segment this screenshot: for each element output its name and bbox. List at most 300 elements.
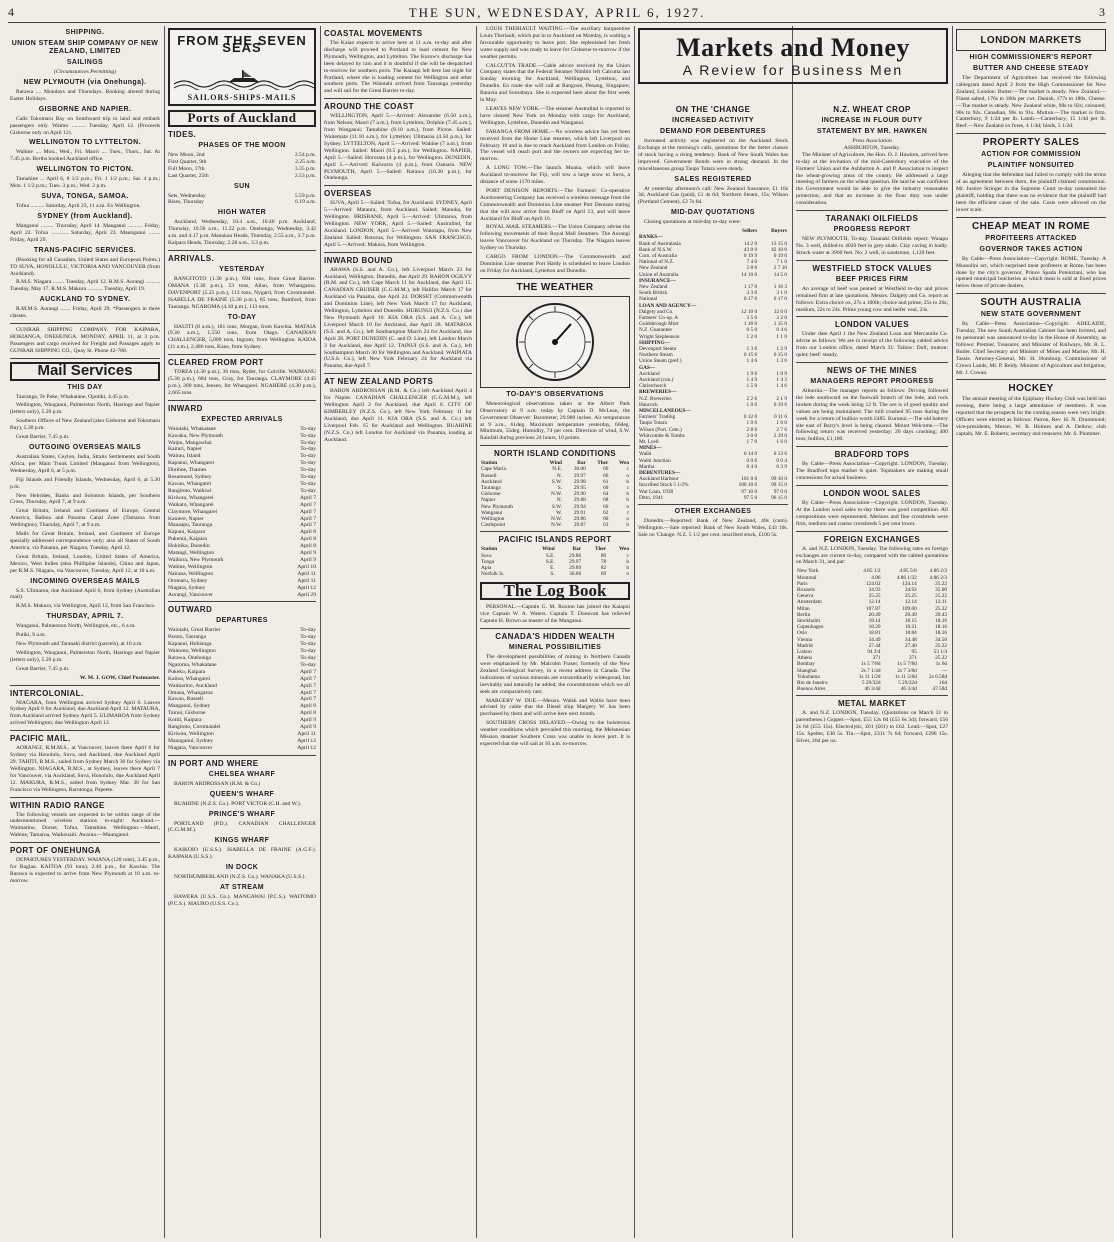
departure-row [168,696,316,703]
expected-arrival-row [168,426,316,433]
foreign-exchange-cell: 25.25 [904,593,917,600]
foreign-exchange-cell: 34.48 [904,636,917,643]
theriault-note: LOUIS THERIAULT WAITING.—The auxiliary barquentine Louis Theriault, which put in to Auckland on Monday, is waiting a favourable opportunity to leave port. She replenished her fresh water supply and was ready to leave for Gisborne to-morrow if the weather permits. [480,26,630,60]
expected-arrival-row [168,446,316,453]
outgoing-mail-item: Great Britain, Ireland, London, United States of America, Mexico, West Indies (also Phillipine Islands), China and Japan, per R.M.S. Niagara, via Vancouver, Tuesday, April 12, at 10 a.m. [10,553,160,574]
north-island-table-header-cell: Wea [618,460,629,467]
expected-arrival-row-label: Kapuni, Kaipara [168,529,205,536]
stock-cell: 0 13 6 [773,451,787,458]
stock-cell: 1 15 0 [773,321,787,328]
high-water-heading: HIGH WATER [217,209,267,217]
foreign-exchange-cell: 124.14 [902,580,917,587]
stock-cell: Inscribed Stock 5 1/2% [639,482,689,489]
stock-cell: Whitcombe & Tombs [639,432,685,439]
press-association-line: Press Association [852,138,892,144]
pacific-islands-table-header-cell: Bar [572,546,582,553]
faranga-note: FARANGA FROM HOME.—No wireless advice has yet been received from the Home Line steamer, which left Liverpool on February 10 and is due to reach Auckland from London on Friday. The vessel will reach port and the owners are expecting her to-morrow. [480,128,630,163]
pacific-islands-table [480,546,630,577]
moon-row-value: 3.35 p.m. [294,165,316,172]
stock-cell: 1 0 0 [776,420,787,427]
departure-row-label: Rangitoto, Coromandel [168,724,221,731]
expected-arrival-row-value: To-day [300,460,316,467]
stock-cell: 1 3 6 [746,346,758,353]
foreign-exchange-table [796,568,948,692]
foreign-exchange-cell: 95 [911,648,917,655]
expected-arrival-row-value: April 8 [299,536,316,543]
sun-row [168,199,316,206]
pacific-islands-table-cell: 82 [600,565,607,572]
foreign-exchange-cell: 25.25 [868,593,881,600]
stock-cell: 1 16 0 [743,321,758,328]
expected-arrival-row-value: To-day [300,474,316,481]
expected-arrival-row [168,488,316,495]
wharf-vessels: PORTLAND (P.D.). CANADIAN CHALLENGER (C.G.M.M.). [168,820,316,834]
north-island-table [480,460,630,528]
stock-cell: 1 0 0 [746,401,758,408]
stock-cell: Wilson (Port. Cem.) [639,426,682,433]
stock-cell: 0 19 6 [773,401,787,408]
wharves-list [168,771,316,908]
thursday-mail-item: New Plymouth and Taranaki district (parcels), at 10 a.m. [16,641,143,648]
observations-heading: TO-DAY'S OBSERVATIONS [506,390,604,398]
stock-cell: 0 4 6 [776,327,787,334]
stock-cell: New Zealand [639,283,668,290]
stock-cell: 0 12 0 [743,414,758,421]
sailings-note: (Circumstances Permitting) [53,69,117,75]
stock-cell: Bank of Australasia [639,240,681,247]
foreign-exchange-cell: 18.16 [935,630,947,637]
departure-row-label: Waitomo, Wellington [168,648,216,655]
canada-subheading: MINERAL POSSIBILITIES [508,644,602,652]
expected-arrival-row-label: Niagara, Sydney [168,584,206,591]
expected-arrival-row-value: April 7 [299,508,316,515]
pacific-islands-table-cell: c [626,552,629,559]
stock-cell: Farmers' Trading [639,414,676,421]
stock-cell: Mt. Lyell [639,439,659,446]
incoming-heading: INCOMING OVERSEAS MAILS [30,577,140,585]
stock-cell: War Loan, 1938 [639,488,674,495]
arrivals-heading: ARRIVALS. [168,253,215,263]
wheat-heading: N.Z. WHEAT CROP [833,105,911,114]
stock-cell: Goldsbrough Mort [639,321,679,328]
stock-cell: 0 14 0 [743,451,758,458]
sailing-route-body: Calls Tokomaru Bay on Southward trip to land and embark passengers only. Waimo .......... Tuesday, April 12. (Proceeds Gisborne only on April 12). [10,115,160,136]
wharf-name: CHELSEA WHARF [208,770,276,778]
north-island-table-cell: Auckland [481,478,502,485]
departure-row-label: Tainui, Gisborne [168,710,206,717]
departure-row-value: To-day [300,655,316,662]
high-water-body: Auckland, Wednesday, 10.4 a.m., 10.40 p.m. Auckland, Thursday, 10.56 a.m., 11.22 p.m. Onehunga, Wednesday, 3.42 a.m. and 4.17 p.m. Manukau Heads, Thursday, 2.55 a.m., 3.7 p.m. Kaipara Heads, Thursday, 2.28 a.m., 3.3 p.m. [168,219,316,247]
stock-cell: 2 8 6 [746,426,758,433]
pacific-islands-table-row [480,571,630,577]
stock-cell: 1 5 0 [746,383,758,390]
stock-cell: Auckland Harbour [639,476,679,483]
stock-group-name: LOAN AND AGENCY— [639,302,697,309]
expected-arrival-row-label: Claymore, Whangarei [168,508,218,515]
expected-arrival-row-value: To-day [300,467,316,474]
departure-row-label: Manganui, Sydney [168,703,211,710]
mail-item: Southern Offices of New Zealand (also Gisborne and Tokomaru Bay), 5.30 p.m. [10,418,160,432]
pacific-islands-table-cell: 29.89 [569,565,582,572]
nonsuited-heading: PLAINTIFF NONSUITED [987,162,1075,170]
stock-cell: 0 17 0 [773,296,787,303]
departure-row-label: Kiriwau, Wellington [168,731,214,737]
onehunga-heading: PORT OF ONEHUNGA [10,846,101,856]
departure-row [168,703,316,710]
foreign-exchange-cell: 25.22 [935,580,947,587]
departure-row [168,683,316,690]
stock-cell: South British [639,290,668,297]
governor-heading: GOVERNOR TAKES ACTION [979,245,1083,253]
inward-bound-body: ARAWA (S.S. and A. Co.), left Liverpool March 23 for Auckland, Wellington, Dunedin, due April 29. BARON OGILVY (R.M. and Co.), left Cape March 11 for Auckland, due April 15. CANADIAN CRUISER (C.G.M.M.), left Halifax March 17 for Auckland via Panama, due April 24. DORSET (Commonwealth and Dominion Line), left New York March 17 for Auckland, Wellington, Lyttelton and Dunedin. HURUNUI (N.Z.S. Co.) due New Plymouth April 10. KIA ORA (S.S. and A. Co.), left Liverpool March 10 for Auckland, due April 28. MATAROA (S.S. and A. Co.), left Southampton March 24 for Auckland, due April 28. PORT DUNEDIN (C. and D. Line), left London March 3 for Auckland, due April 12. TAINUI (S.S. and A. Co.), left Southampton March 30 for Wellington and Auckland. WAIPIATA (U.S.S. Co.), left New York February 24 for Auckland via Panama, due April 7. [324,266,472,370]
sailing-route-body: (Booking for all Canadian, United States and European Points.) TO SUVA, HONOLULU, VICTORIA AND VANCOUVER (from Auckland). [10,256,160,277]
page-number-right: 3 [1098,5,1106,19]
stock-cell: 100 10 0 [738,482,758,489]
foreign-exchange-cell: 18.20 [868,624,881,631]
expected-arrival-row [168,516,316,523]
departure-row [168,641,316,648]
column-shipping-news [480,26,630,1236]
column-markets [796,102,948,1236]
departure-row-value: April 7 [299,668,316,675]
sailing-route-heading: AUCKLAND TO SYDNEY. [39,296,131,304]
departure-row-value: To-day [300,661,316,668]
departure-row-label: Omana, Whangaroa [168,689,213,696]
foreign-exchange-cell: 5 29/32d [861,680,881,686]
moon-row [168,166,316,173]
foreign-exchange-cell: 25.22 [935,642,947,649]
london-values-body: Under date April 1 the New Zealand Loan and Mercantile Co. advise as follows: We are in receipt of the following cabled advice from our London office, dated March 31: Tallow: Dull; mutton: quiet; beef: steady. [796,331,948,359]
foreign-exchange-cell: 12.11 [935,599,947,606]
arrivals-today-body: HAUITI (8 a.m.), 181 tons, Morgan, from Kawhia. MATAIA (9.30 a.m.), 1,550 tons, from Otago. CANADIAN CHALLENGER, 5,000 tons, Ingram, from Wellington. KAIOA (11 a.m.), 2,486 tons, Kane, from Sydney. [168,323,316,351]
north-island-table-cell: N. [556,497,563,504]
managers-heading: MANAGERS REPORT PROGRESS [810,378,934,386]
expected-arrival-row [168,460,316,467]
butter-cheese-heading: BUTTER AND CHEESE STEADY [973,65,1089,72]
rome-body: By Cable—Press Association—Copyright. ROME, Tuesday. A Mussolini act, which surprised meat profiteers at Rome, has been done by the city's governor, Prince Spada Potenziani, who has opened municipal butcheries at which meat is sold at fixed prices below those of private dealers. [956,255,1106,290]
column-rule [952,26,953,1238]
expected-arrival-row-label: Nairana, Wellington [168,570,214,577]
departure-row-label: Waiotahi, Great Barrier [168,627,221,634]
north-island-table-header-cell: Wind [549,460,563,467]
stock-cell: 99 10 0 [771,476,787,483]
column-coastal [324,26,472,1236]
foreign-exchange-cell: Shanghai [797,667,817,674]
north-island-table-cell: 29.98 [573,478,586,485]
departure-row [168,648,316,655]
moon-row-label: Last Quarter, 25th [168,172,209,179]
departure-row-value: April 12 [297,737,316,744]
stock-cell: 2 8 6 [746,265,758,272]
expected-arrival-row [168,536,316,543]
expected-arrival-row-value: April 8 [299,543,316,550]
stock-cell: National [639,296,658,303]
expected-arrival-row-label: Matangi, Wellington [168,550,215,557]
calcutta-note: CALCUTTA TRADE.—Cable advice received by the Union Company states that the Federal Steamer Nimbin left Calcutta last Sunday morning for Auckland, Wellington, Lyttelton, and Dunedin. En route she will call at Rangoon, Penang, Singapore, Batavia and Sourabaya. She is expected here about the first week in May. [480,62,630,104]
pacific-islands-table-cell: S.E. [545,552,555,559]
stock-cell: Union Steam (pref.) [639,358,682,365]
north-island-table-cell: Castlepoint [481,522,506,529]
taranaki-heading: TARANAKI OILFIELDS [825,214,919,224]
mail-services-title: Mail Services [10,362,160,381]
north-island-table-cell: Wanganui [481,509,503,516]
new-government-heading: NEW STATE GOVERNMENT [980,311,1082,319]
expected-arrival-row [168,502,316,509]
stock-cell: 99 15 0 [771,482,787,489]
foreign-exchange-cell: Copenhagen [797,624,824,631]
expected-arrival-row-label: Pukenui, Kaipara [168,536,207,543]
thursday-heading: THURSDAY, APRIL 7. [46,613,124,621]
expected-arrival-row-label: Kaituri, Napier [168,446,202,453]
expected-arrival-row-label: Rangitoto, Waikiwi [168,487,212,494]
column-rule [792,26,793,1238]
outgoing-mail-item: Mails for Great Britain, Ireland, and Continent of Europe specially addressed correspondence only; also all States of South America, via Panama, per Niagara, Tuesday, April 12. [10,531,160,551]
foreign-exchange-cell: 4.85 5/8 [899,568,917,575]
change-heading: ON THE 'CHANGE [675,105,751,114]
gunrar-advert: GUNRAR SHIPPING COMPANY. FOR KAIPARA, HOKIANGA, ONEHUNGA. MONDAY, APRIL 11, at 3 p.m. Passengers and cargo received for Freight and Passages apply to GUNRAR SHIPPING CO., Quay St. Phone 42-788. [10,327,160,354]
stock-cell: 1 0 6 [746,420,758,427]
north-island-table-cell: 29.97 [573,472,586,479]
midday-heading: MID-DAY QUOTATIONS [671,209,755,217]
north-island-table-cell: Napier [481,497,496,504]
pacific-islands-table-cell: 29.97 [569,558,582,565]
westfield-body: An average of beef was penned at Westfield to-day and prices remained firm at late quotations. Messrs. Dalgety and Co. report as follows: Extra choice ox, 27s a 100lb; choice and prime, 25s to 26s; medium, 22s to 24s. Prime young cow and heifer veal, 23s. [796,285,948,313]
north-island-table-row [480,504,630,510]
pacific-islands-table-cell: Suva [481,552,492,559]
stock-cell: Devonport Steam [639,346,677,353]
departure-row-value: To-day [300,634,316,641]
stock-cell: 42 10 0 [771,246,787,253]
north-island-table-header-cell: Ther [597,460,609,467]
pacific-islands-table-cell: Norfolk Is. [481,571,505,578]
stock-cell: 3 1 0 [776,290,787,297]
markets-banner-subtitle: A Review for Business Men [682,62,904,78]
expected-arrival-row [168,557,316,564]
pacific-islands-table-header-cell: Wea [618,546,629,553]
expected-arrival-row [168,522,316,529]
north-island-table-cell: N.W. [551,522,563,529]
departure-row-value: April 7 [299,675,316,682]
cleared-heading: CLEARED FROM PORT [168,358,264,368]
sailing-route-heading: GISBORNE AND NAPIER. [38,105,132,113]
sailing-route-heading: NEW PLYMOUTH (via Onehunga). [23,78,147,86]
stock-cell: 7 4 0 [746,259,758,266]
foreign-exchange-cell: 18.16 [935,617,947,624]
other-exchanges-body: Dunedin.—Reported: Bank of New Zealand, 40s (cum). Wellington.—Sale reported: Bank of New South Wales, £43 10s. Sale on 'Change: N.Z. 5 1/2 per cent. inscribed stock, £100 5s. [638,518,788,538]
foreign-exchange-cell: 20.49 [868,611,881,618]
other-exchanges-heading: OTHER EXCHANGES [674,508,752,516]
pacific-islands-heading: PACIFIC ISLANDS REPORT [498,535,612,545]
outgoing-heading: OUTGOING OVERSEAS MAILS [29,444,141,451]
north-island-table-cell: 62 [603,509,609,516]
stock-cell: 0 19 9 [743,252,758,259]
nz-ports-body: BARON ARDROSSAN (R.M. & Co.) left Auckland April 4 for Napier. CANADIAN CHALLENGER (C.G.M.M.), left Wellington April 2 for Auckland, due April 6. CITY OF KIMBERLEY (N.Z.S. Co.), left New York February 11 for Auckland, due April 11. KIA ORA (S.S. and A. Co.) left Liverpool Feb. 15 for Auckland and Wellington. RUAHINE (N.Z.S. Co.) left London for Auckland via Panama, loading at Auckland. [324,388,472,443]
north-island-table-cell: r [627,509,629,516]
foreign-exchange-cell: 4.86 2/3 [929,568,947,575]
foreign-exchange-cell: 16d [939,680,947,686]
expected-arrival-row-value: April 11 [297,577,316,584]
outgoing-mail-item: Great Britain, Ireland and Continent of Europe, Central America, Balboa and Panama Canal Zone (Tamaroa from Wellington), Thursday, April 7, at 9 a.m. [10,508,160,529]
stock-cell: 1 7 0 [746,439,758,446]
moon-row-value: 2.53 p.m. [294,172,316,179]
stock-cell: 1 3 6 [776,358,787,365]
sailing-route-body: Tofua .......... Saturday, April 23, 11 a.m. Ex Wellington. [16,203,141,210]
expected-arrival-row-label: Waihora, New Plymouth [168,556,224,563]
commission-heading: ACTION FOR COMMISSION [981,151,1081,159]
profiteers-heading: PROFITEERS ATTACKED [985,234,1077,242]
expected-arrival-row-label: Dimboe, Thames [168,467,207,474]
markets-banner [638,28,948,87]
north-island-table-cell: b [626,522,629,529]
foreign-exchange-cell: 1s 5 7/8d [897,661,917,668]
masthead [8,3,1106,23]
foreign-exchange-cell: 124.02 [866,580,881,587]
departure-row-label: Paroto, Tauranga [168,634,207,641]
london-markets-heading: LONDON MARKETS [980,35,1082,46]
expected-arrival-row [168,495,316,502]
north-island-table-cell: Wellington [481,516,505,523]
stock-cell: 0 17 6 [743,296,758,303]
expected-arrival-row-label: Aorangi, Vancouver [168,591,213,598]
foreign-exchange-cell: 5 29/32d [898,680,917,686]
cleared-body: TOREA (4.30 p.m.), 36 tons, Ryder, for Colville. WAIMANU (5.30 p.m.), 684 tons, Gray, for Tauranga. CLAYMORE (4.45 p.m.), 200 tons, Jensen, for Whangarei. NGAHERE (4.30 p.m.), 2,665 tons. [168,369,316,396]
column-rule [164,26,165,1238]
sun-row-label: Sets, Wednesday [168,192,206,199]
bradford-body: By Cable—Press Association—Copyright. LONDON, Tuesday. The Bradford tops market is quiet. Topmakers are making small concessions for actual business. [796,461,948,482]
stock-group-name: MISCELLANEOUS— [639,408,691,415]
moon-row [168,159,316,166]
north-island-table-cell: 60 [603,516,609,523]
stock-cell: 2 1 9 [776,395,787,402]
stock-cell: 101 0 0 [741,476,758,483]
stock-cell: 0 0 4 [776,457,787,464]
this-day-heading: THIS DAY [67,383,103,391]
stock-cell: N.Z. Guarantee [639,327,672,334]
departure-row [168,724,316,731]
wharf-vessels: HAWERA (U.S.S. Co.). MANGAWAI (P.C.S.). WAITOMO (P.C.S.). MAURO (U.S.S. Co.). [168,894,316,907]
pacific-islands-table-cell: 69 [600,571,607,578]
stock-cell: 3 2 0 [776,315,787,321]
departure-row [168,627,316,634]
north-island-table-cell: S. [557,485,563,492]
mines-heading: NEWS OF THE MINES [827,366,917,376]
mail-item: Tauranga, Te Puke, Whakatane, Opotiki, 4.45 p.m. [16,393,130,400]
foreign-exchange-cell: 18.14 [868,617,881,624]
outgoing-mail-item: New Hebrides, Banks and Solomon Islands, per Southern Cross, Thursday, April 7, at 9 a.m. [10,492,160,506]
cheap-meat-heading: CHEAP MEAT IN ROME [972,220,1090,232]
stock-quotations-table [638,228,788,501]
stock-cell: 14 5 0 [773,271,787,278]
stock-cell: 0 19 6 [773,252,787,259]
north-island-table-cell: o [626,516,629,523]
departures-heading: DEPARTURES [216,617,268,625]
sailing-route-body: Rarawa .... Mondays and Thursdays. Booking altered during Easter Holidays. [10,88,160,102]
north-island-table-cell: N.W. [551,491,563,498]
wool-body: By Cable—Press Association—Copyright. LONDON, Tuesday. At the London wool sales to-day there was good competition. All compositions were represented. Merinos and fine crossbreds were firm, medium and coarse crossbreds 5 per cent lower. [796,500,948,527]
mines-body: Alburnia.—The manager reports as follows: Driving followed the lode southward on the footwall branch of the lode, and rock broken during the week being 12 ft. The ore is of good quality and values are being maintained. The mill crushed 95 tons during the week for a return of bullion worth £485. Kurunui.—The old battery site east of Barry's level is being cleared. Mount Welcome.—The following return was received yesterday: 20 days crushing; 400 tons; bullion, £1,160. [796,388,948,443]
stock-group-name: SHIPPING— [639,339,670,346]
north-island-table-cell: W. [556,509,563,516]
expected-arrival-row-value: To-day [300,446,316,453]
bradford-heading: BRADFORD TOPS [834,450,910,460]
stock-cell: 2 2 6 [746,395,758,402]
expected-arrival-row-label: Kaniere, Napier [168,515,204,522]
expected-arrival-row-label: Kiriwau, Whangarei [168,494,214,501]
foreign-exchange-cell: 25.22 [935,593,947,600]
midday-note: Closing quotations at mid-day to-day were: [644,219,742,226]
departure-row [168,745,316,752]
foreign-exchange-cell: 34.58 [935,636,947,643]
north-island-table-cell: Tauranga [481,485,501,492]
pacific-islands-table-cell: b [626,565,629,572]
expected-arrival-row-label: Wahine, Wellington [168,563,213,570]
foreign-exchange-cell: 1s 11 1/2d [858,673,881,680]
stock-cell: 0 15 6 [743,352,758,359]
hockey-body: The annual meeting of the Epiphany Hockey Club was held last evening, there being a large attendance of members. It was reported that the prospects for the coming season were very bright. Officers were elected as follows: Patron, Rev. H. N. Drummond; vice-presidents, Messrs. W. R. Holmes and A. Dellow; club captain, Mr. E. Roberts; secretary and treasurer, Mr. S. Plummer. [956,396,1106,437]
wharf-name: IN DOCK [225,864,259,872]
weather-heading: THE WEATHER [516,281,594,293]
departure-row [168,676,316,683]
sun-heading: SUN [234,182,250,190]
pacific-islands-table-cell: 80 [600,552,607,559]
north-island-table-cell: 63 [603,522,609,529]
foreign-exchange-cell: Geneva [797,593,814,600]
thursday-mail-item: Wanganui, Palmerston North, Wellington, etc., 6 a.m. [16,623,136,630]
foreign-exchange-cell: 12.14 [904,599,917,606]
column-shipping-mail [10,26,160,1236]
outgoing-list [10,454,160,575]
incoming-list [10,588,160,611]
departure-row-label: Kotiti, Kaipara [168,717,202,724]
stock-cell: 0 4 0 [746,463,758,470]
observations-body: Meteorological observations taken at the Albert Park Observatory at 9 a.m. today by Captain D. McLean, the Government Observer: Barometer, 29.980 inches. Air temperature at 9 a.m., 61deg. Maximum temperature yesterday, 66deg. Minimum, 55deg. Humidity, 74 per cent. Direction of wind, S.W. Rainfall during previous 24 hours, 10 points. [480,400,630,442]
stock-cell: Auckland (con.) [639,377,674,384]
incoming-mail-item: S.S. Ulimaroa, due Auckland April 6, from Sydney (Australian mail). [10,587,160,601]
north-island-table-cell: c [626,466,629,473]
foreign-exchange-cell: 94 3/4 [867,648,881,655]
mail-item: Great Barrier, 7.45 p.m. [16,434,70,441]
sailing-route-body: Tamahine ... April 6, 8 1/2 p.m.; Fri. 1 1/2 p.m.; Sat. 4 p.m.; Mon. 1 1/2 p.m.; Tues. 3 p.m.; Wed. 2 p.m. [10,176,160,190]
stock-cell: 97 10 0 [741,488,758,495]
pacific-islands-table-cell: Apia [481,565,492,572]
stock-cell: Wright Stephenson [639,333,680,340]
moon-row-label: First Quarter, 9th [168,158,207,165]
foreign-exchange-cell: New York [797,568,819,575]
tides-heading: TIDES. [168,129,197,139]
foreign-exchange-cell: 47.58d [932,686,947,693]
expected-arrival-row [168,543,316,550]
intercolonial-heading: INTERCOLONIAL. [10,688,84,698]
foreign-exchange-cell: Buenos Aires [797,686,826,693]
royal-mail-note: ROYAL MAIL STEAMERS.—The Union Company advise the following movements of their Royal Mail Steamers. The Aorangi leaves Vancouver for Auckland on Thursday. The Niagara leaves Sydney on Thursday. [480,224,630,252]
stock-cell: 1 4 6 [746,358,758,365]
expected-arrival-row [168,453,316,460]
foreign-exchange-cell: Montreal [797,574,817,581]
foreign-exchange-cell: 109.00 [902,605,917,612]
expected-arrival-row-value: To-day [300,481,316,487]
in-port-heading: IN PORT AND WHERE [168,758,259,768]
north-island-table-cell: 29.88 [573,497,586,504]
page-number-left: 4 [8,5,15,19]
high-commissioner-heading: HIGH COMMISSIONER'S REPORT [969,54,1093,61]
sailing-route-heading: WELLINGTON TO LYTTELTON. [29,139,141,147]
departure-row-value: To-day [300,627,316,634]
nz-ports-heading: AT NEW ZEALAND PORTS [324,377,434,387]
wharf-name: KINGS WHARF [214,837,270,845]
expected-arrival-row-value: April 11 [297,570,316,577]
departure-row [168,655,316,662]
hawken-heading: STATEMENT BY MR. HAWKEN [816,128,928,135]
